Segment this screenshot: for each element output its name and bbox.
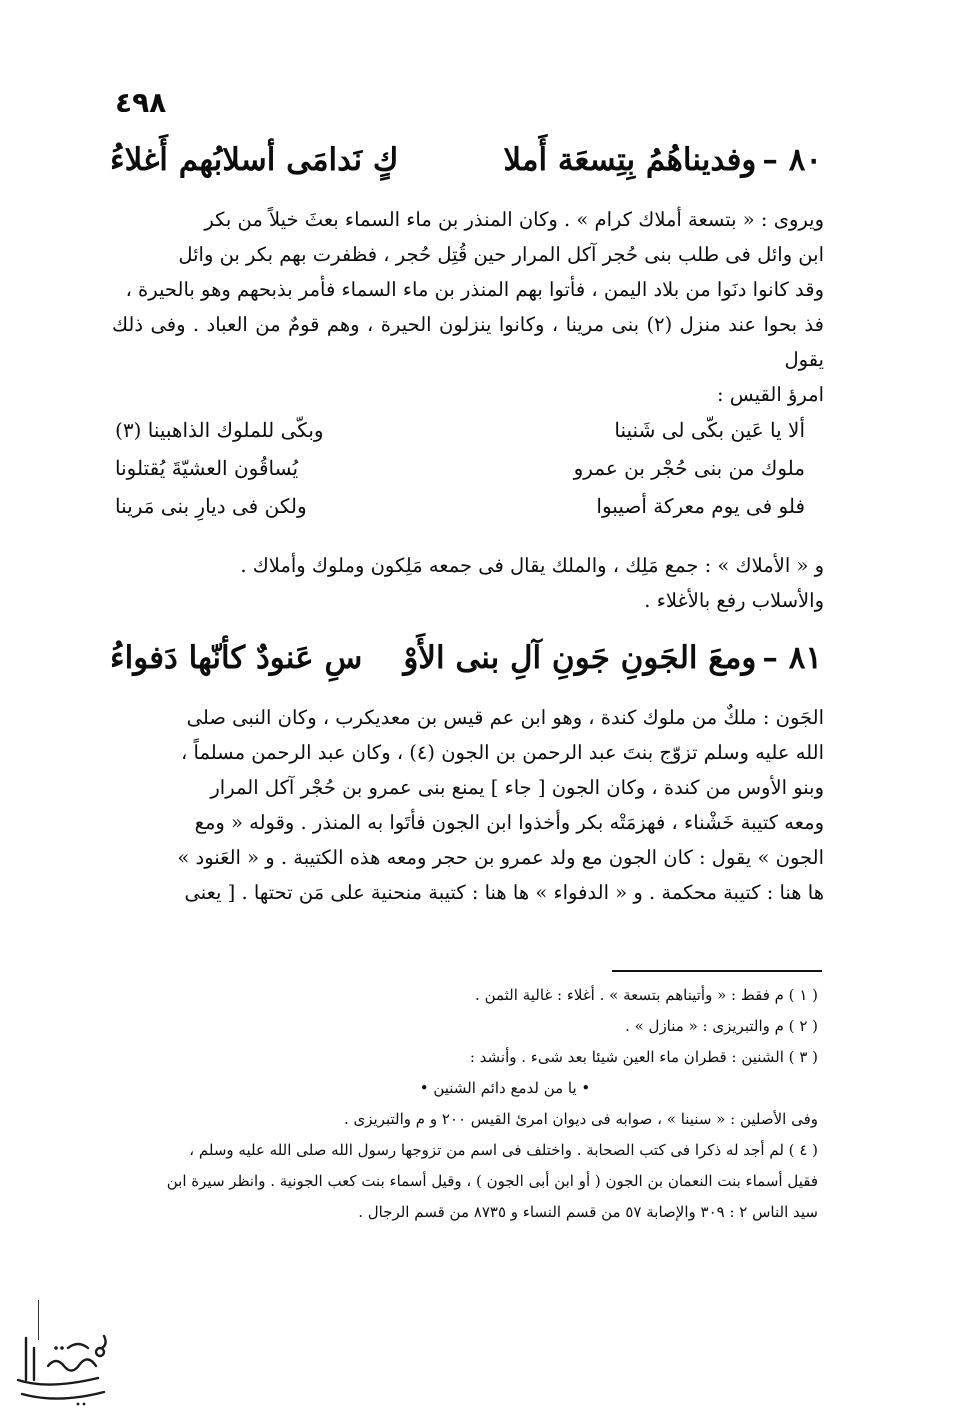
- footnote-verse: • يا من لدمع دائم الشنين •: [419, 1079, 591, 1097]
- verse-80-number: ٨٠ –: [762, 142, 822, 178]
- poem-hemistich: ألا يا عَين بكّى لى شَنينا: [614, 418, 805, 442]
- text-line: وقد كانوا دنَوا من بلاد اليمن ، فأتوا بهم المنذر بن ماء السماء فأمر بذبحهم وهو بالحيرة ،: [125, 278, 824, 301]
- page-number: ٤٩٨: [115, 86, 167, 119]
- commentary-paragraph-2: [112, 548, 824, 618]
- footnote-line: فقيل أسماء بنت النعمان بن الجون ( أو ابن أبى الجون ) ، وقيل أسماء بنت كعب الجونية . وانظر سيرة ابن: [166, 1172, 818, 1190]
- calligraphy-stamp-logo: [8, 1318, 118, 1418]
- footnote-line: ( ٤ ) لم أجد له ذكرا فى كتب الصحابة . واختلف فى اسم من تزوجها رسول الله صلى الله عليه وسلم ،: [189, 1141, 818, 1159]
- commentary-paragraph-1: [112, 202, 824, 412]
- poem-line: [115, 418, 805, 456]
- text-line: ومعه كتيبة خَشْناء ، فهزمَتْه بكر وأخذوا ابن الجون فأتَوا به المنذر . وقوله « ومع: [194, 811, 824, 834]
- verse-80: [110, 142, 822, 178]
- text-line: ها هنا : كتيبة محكمة . و « الدفواء » ها هنا : كتيبة منحنية على مَن تحتها . [ يعنى: [184, 881, 824, 904]
- poem-quotation: [115, 418, 805, 532]
- footnote-divider: [612, 970, 822, 972]
- poem-hemistich: ولكن فى ديارِ بنى مَرينا: [115, 494, 307, 518]
- poem-hemistich: فلو فى يوم معركة أصيبوا: [596, 494, 805, 518]
- verse-81-number: ٨١ –: [762, 640, 822, 676]
- poem-line: [115, 456, 805, 494]
- footnote-line: سيد الناس ٢ : ٣٠٩ والإصابة ٥٧ من قسم النساء و ٨٧٣٥ من قسم الرجال .: [358, 1203, 818, 1221]
- text-line: ابن وائل فى طلب بنى حُجر آكل المرار حين قُتِل حُجر ، فظفرت بهم بكر بن وائل: [178, 243, 824, 266]
- poem-hemistich: يُساقُون العشيّةَ يُقتلونا: [115, 456, 299, 480]
- commentary-paragraph-3: [112, 700, 824, 910]
- verse-81: [110, 640, 822, 676]
- poem-hemistich: وبكّى للملوك الذاهبينا (٣): [115, 418, 324, 442]
- text-line: الجَون : ملكٌ من ملوك كندة ، وهو ابن عم قيس بن معديكرب ، وكان النبى صلى: [186, 706, 824, 729]
- footnote-line: وفى الأصلين : « سنينا » ، صوابه فى ديوان امرئ القيس ٢٠٠ و م والتبريزى .: [343, 1110, 818, 1128]
- verse-80-second-hemistich: كٍ نَدامَى أسلابُهم أَغلاءُ: [110, 142, 399, 178]
- footnote-line: ( ٢ ) م والتبريزى : « منازل » .: [625, 1017, 818, 1035]
- footnote-line: ( ١ ) م فقط : « وأتيناهم بتسعة » . أغلاء : غالية الثمن .: [475, 986, 818, 1004]
- text-line: و « الأملاك » : جمع مَلِك ، والملك يقال فى جمعه مَلِكون وملوك وأملاك .: [240, 554, 824, 577]
- verse-80-first-hemistich: ٨٠ –وفديناهُمُ بِتِسعَة أَملا: [503, 142, 822, 178]
- verse-81-second-hemistich: سِ عَنودٌ كأنّها دَفواءُ: [110, 640, 363, 676]
- text-line: فذ بحوا عند منزل (٢) بنى مرينا ، وكانوا ينزلون الحيرة ، وهم قومٌ من العباد . وفى ذلك يقول: [112, 313, 824, 371]
- text-line: الله عليه وسلم تزوّج بنتَ عبد الرحمن بن الجون (٤) ، وكان عبد الرحمن مسلماً ،: [181, 741, 824, 764]
- text-line: والأسلاب رفع بالأغلاء .: [644, 589, 824, 612]
- text-line: الجون » يقول : كان الجون مع ولد عمرو بن حجر ومعه هذه الكتيبة . و « العَنود »: [177, 846, 824, 869]
- verse-81-first-hemistich: ٨١ –ومعَ الجَونِ جَونِ آلِ بنى الأَوْ: [403, 640, 822, 676]
- footnotes: [112, 980, 818, 1228]
- poem-line: [115, 494, 805, 532]
- text-line: امرؤ القيس :: [717, 383, 824, 406]
- text-line: ويروى : « بتسعة أملاك كرام » . وكان المنذر بن ماء السماء بعثَ خيلاً من بكر: [204, 208, 824, 231]
- poem-hemistich: ملوك من بنى حُجْر بن عمرو: [573, 456, 805, 480]
- text-line: وبنو الأوس من كندة ، وكان الجون [ جاء ] يمنع بنى عمرو بن حُجْر آكل المرار: [210, 776, 824, 799]
- footnote-line: ( ٣ ) الشنين : قطران ماء العين شيئا بعد شىء . وأنشد :: [469, 1048, 818, 1066]
